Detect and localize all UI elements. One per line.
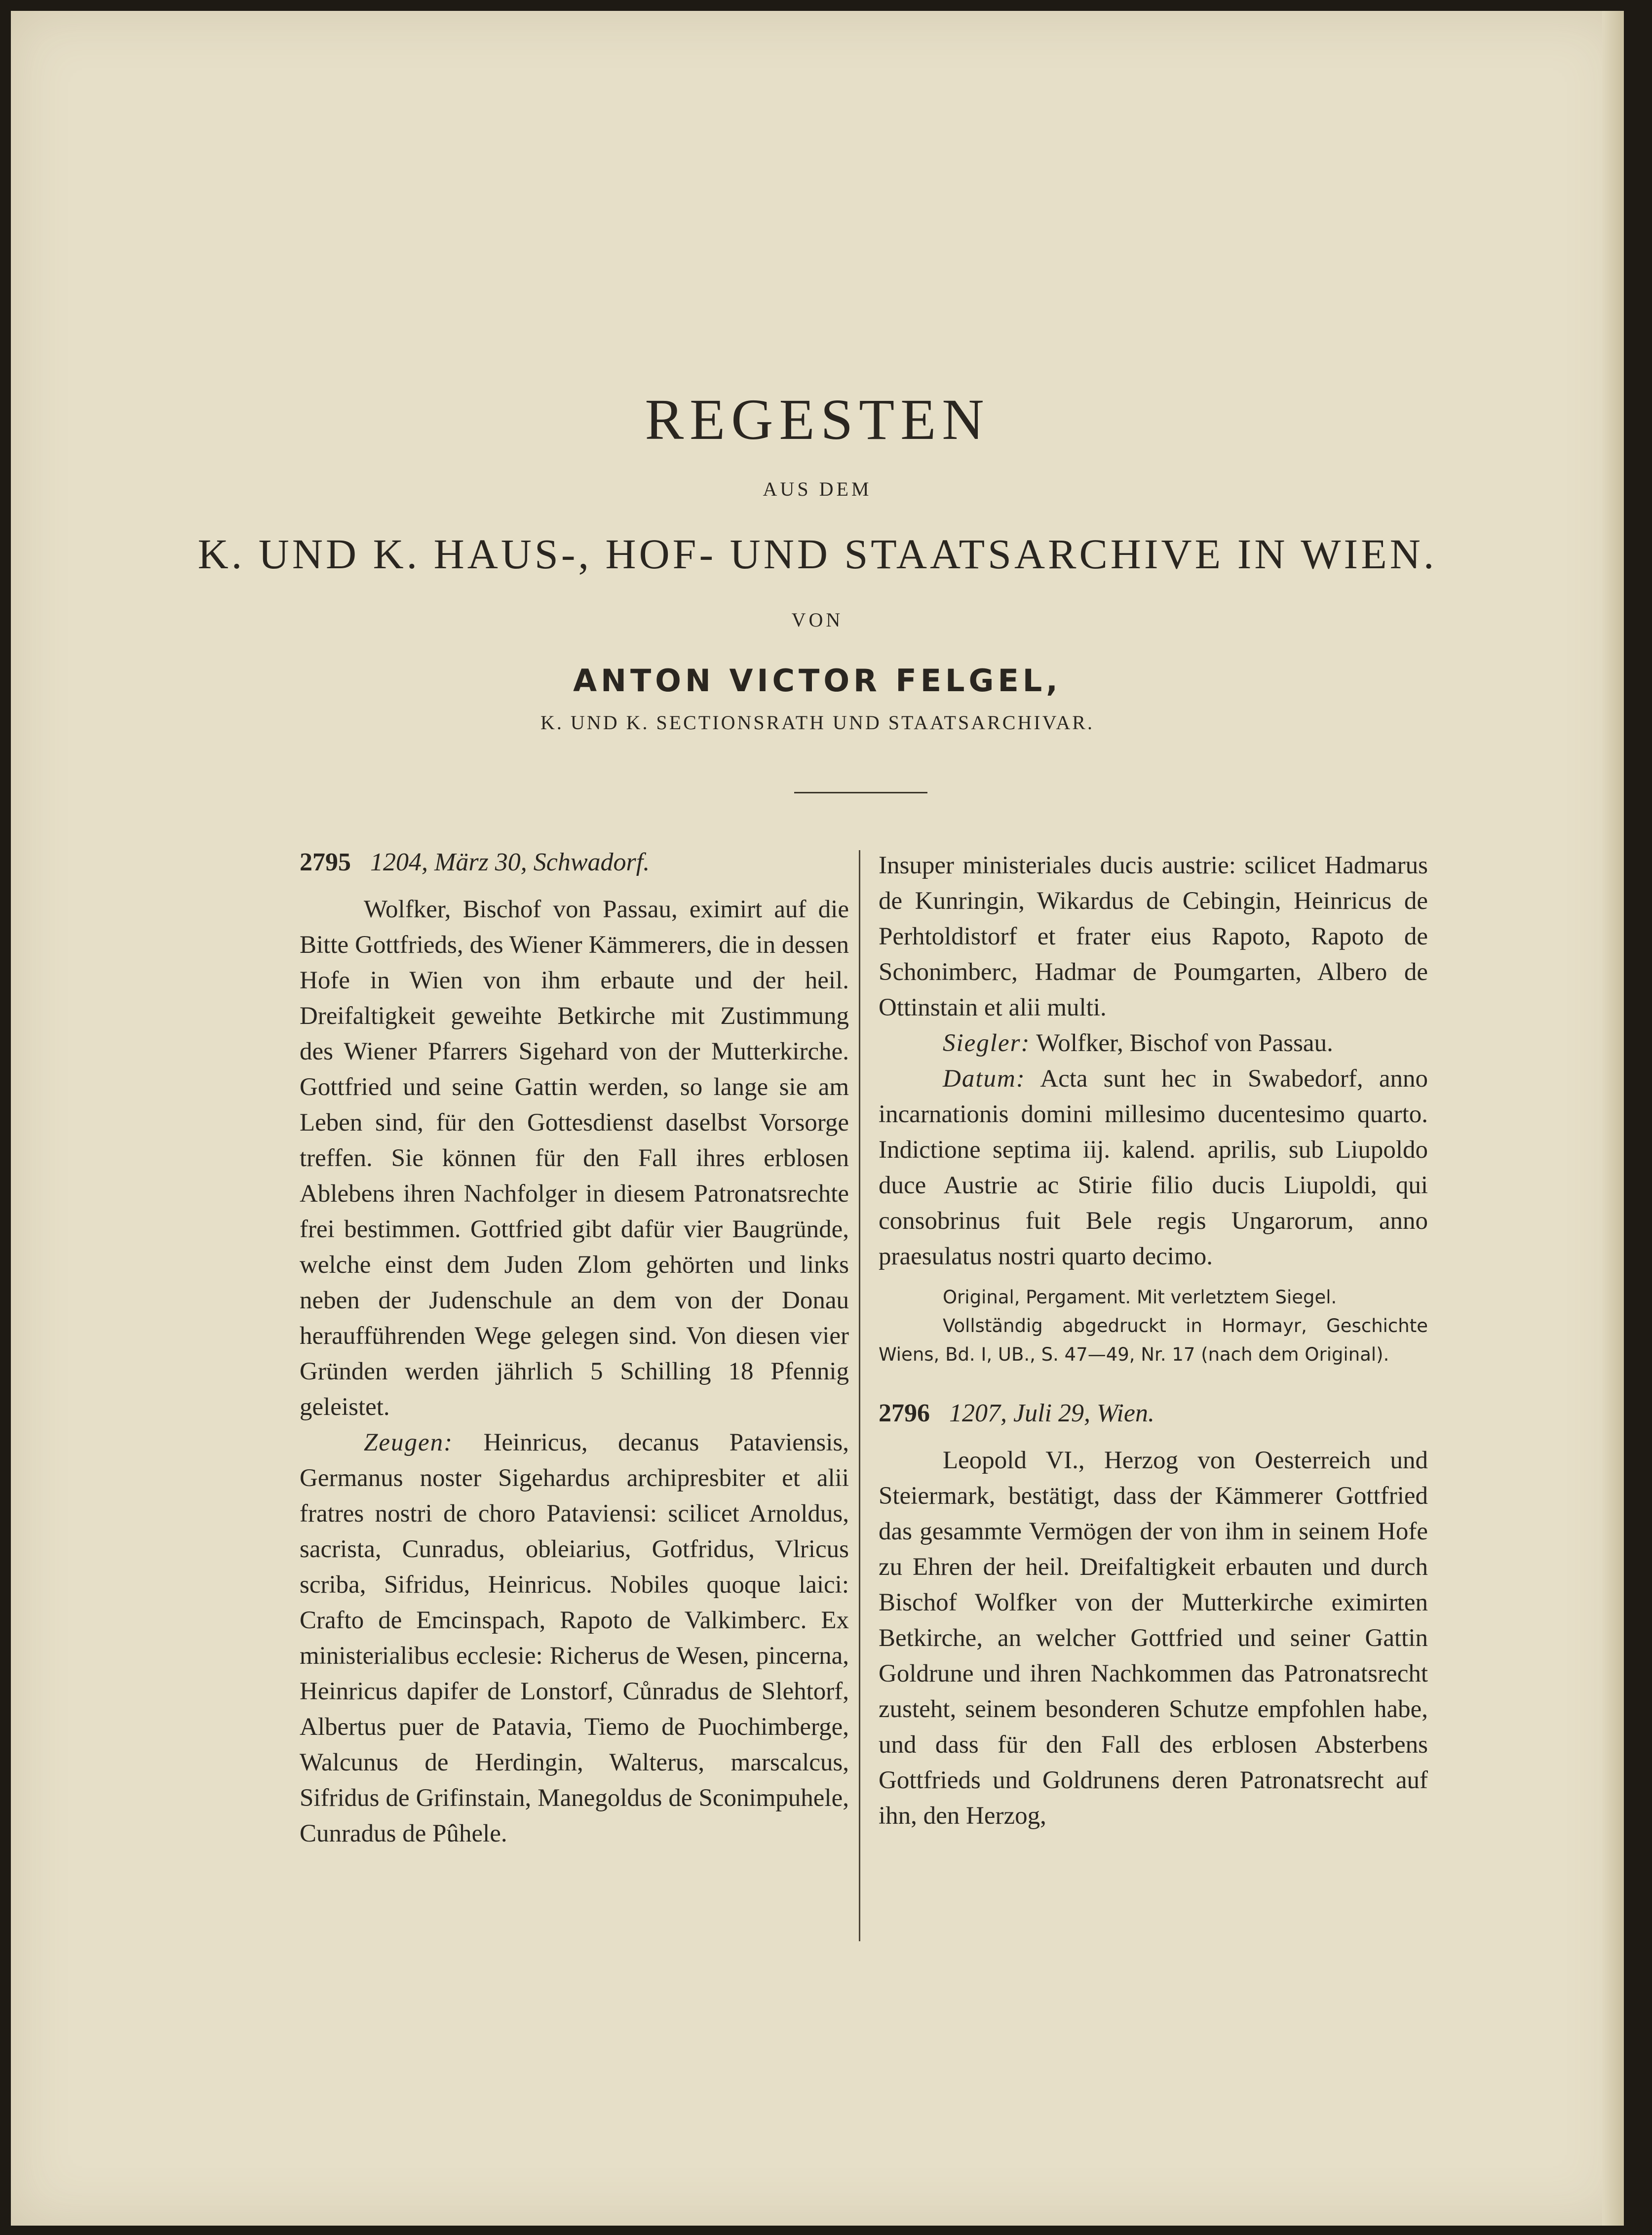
datum-text: Acta sunt hec in Swabedorf, anno incarnationis domini millesimo ducentesimo quarto. Indictione septima iij. kalend. aprilis, sub Liupoldo duce Austrie ac Stirie filio ducis Liupoldi, qui consobrinus fuit Bele regis Ungarorum, anno praesulatus nostri quarto decimo.	[879, 1065, 1428, 1270]
witnesses-label: Zeugen:	[364, 1429, 454, 1456]
entry-number: 2796	[879, 1399, 930, 1427]
document-page	[11, 11, 1624, 2226]
sealer-text: Wolfker, Bischof von Passau.	[1036, 1029, 1333, 1057]
entry-2795-sealer	[879, 1025, 1428, 1061]
entry-date: 1207, Juli 29, Wien.	[949, 1399, 1154, 1427]
author-title: K. UND K. SECTIONSRATH UND STAATSARCHIVAR.	[540, 711, 1094, 734]
entry-2795-datum	[879, 1061, 1428, 1274]
witnesses-text: Heinricus, decanus Pataviensis, Germanus noster Sigehardus archipresbiter et alii fratres nostri de choro Pataviensi: scilicet Arnoldus, sacrista, Cunradus, obleiarius, Gotfridus, Vlricus scriba, Sifridus, Heinricus. Nobiles quoque laici: Crafto de Emcinspach, Rapoto de Valkimberc. Ex ministerialibus ecclesie: Richerus de Wesen, pincerna, Heinricus dapifer de Lonstorf, Cůnradus de Slehtorf, Albertus puer de Patavia, Tiemo de Puochimberge, Walcunus de Herdingin, Walterus, marscalcus, Sifridus de Grifinstain, Manegoldus de Sconimpuhele, Cunradus de Pûhele.	[300, 1429, 849, 1847]
entry-2795-note-original: Original, Pergament. Mit verletztem Siegel.	[943, 1287, 1337, 1308]
entry-2795-summary: Wolfker, Bischof von Passau, eximirt auf die Bitte Gottfrieds, des Wiener Kämmerers, die in dessen Hofe in Wien von ihm erbaute und der heil. Dreifaltigkeit geweihte Betkirche mit Zustimmung des Wiener Pfarrers Sigehard von der Mutterkirche. Gottfried und seine Gattin werden, so lange sie am Leben sind, für den Gottesdienst daselbst Vorsorge treffen. Sie können für den Fall ihres erblosen Ablebens ihren Nachfolger in diesem Patronatsrechte frei bestimmen. Gottfried gibt dafür vier Baugründe, welche einst dem Juden Zlom gehörten und links neben der Judenschule an dem von der Donau heraufführenden Wege gelegen sind. Von diesen vier Gründen werden jährlich 5 Schilling 18 Pfennig geleistet.	[300, 896, 849, 1421]
subtitle-aus-dem: AUS DEM	[763, 478, 872, 500]
datum-label: Datum:	[943, 1065, 1026, 1093]
entry-2796-summary: Leopold VI., Herzog von Oesterreich und Steiermark, bestätigt, dass der Kämmerer Gottfried das gesammte Vermögen der von ihm in seinem Hofe zu Ehren der heil. Dreifaltigkeit erbauten und durch Bischof Wolfker von der Mutterkirche eximirten Betkirche, an welcher Gottfried und seiner Gattin Goldrune und ihren Nachkommen das Patronatsrecht zusteht, seinem besonderen Schutze empfohlen habe, und dass für den Fall des erblosen Absterbens Gottfrieds und Goldrunens deren Patronatsrecht auf ihn, den Herzog,	[879, 1447, 1428, 1830]
column-divider	[859, 850, 860, 1941]
subtitle-von: VON	[791, 609, 844, 631]
entry-header-2796	[879, 1399, 1428, 1428]
entry-date: 1204, März 30, Schwadorf.	[370, 848, 650, 876]
archive-title: K. UND K. HAUS-, HOF- UND STAATSARCHIVE IN WIEN.	[197, 530, 1437, 578]
page-edge	[1602, 11, 1624, 2226]
entry-header-2795	[300, 848, 849, 877]
entry-2795-insuper: Insuper ministeriales ducis austrie: scilicet Hadmarus de Kunringin, Wikardus de Cebingin, Heinricus de Perhtoldistorf et frater eius Rapoto, Rapoto de Schonimberc, Hadmar de Poumgarten, Albero de Ottinstain et alii multi.	[879, 852, 1428, 1021]
entry-2795-note-print: Vollständig abgedruckt in Hormayr, Geschichte Wiens, Bd. I, UB., S. 47—49, Nr. 17 (nach dem Original).	[879, 1315, 1428, 1365]
sealer-label: Siegler:	[943, 1029, 1031, 1057]
left-column	[300, 848, 849, 1851]
right-column	[879, 848, 1428, 1834]
entry-2795-witnesses	[300, 1425, 849, 1851]
main-title: REGESTEN	[645, 387, 990, 452]
author-name: ANTON VICTOR FELGEL,	[573, 663, 1062, 699]
title-rule	[794, 792, 927, 793]
entry-number: 2795	[300, 848, 351, 876]
